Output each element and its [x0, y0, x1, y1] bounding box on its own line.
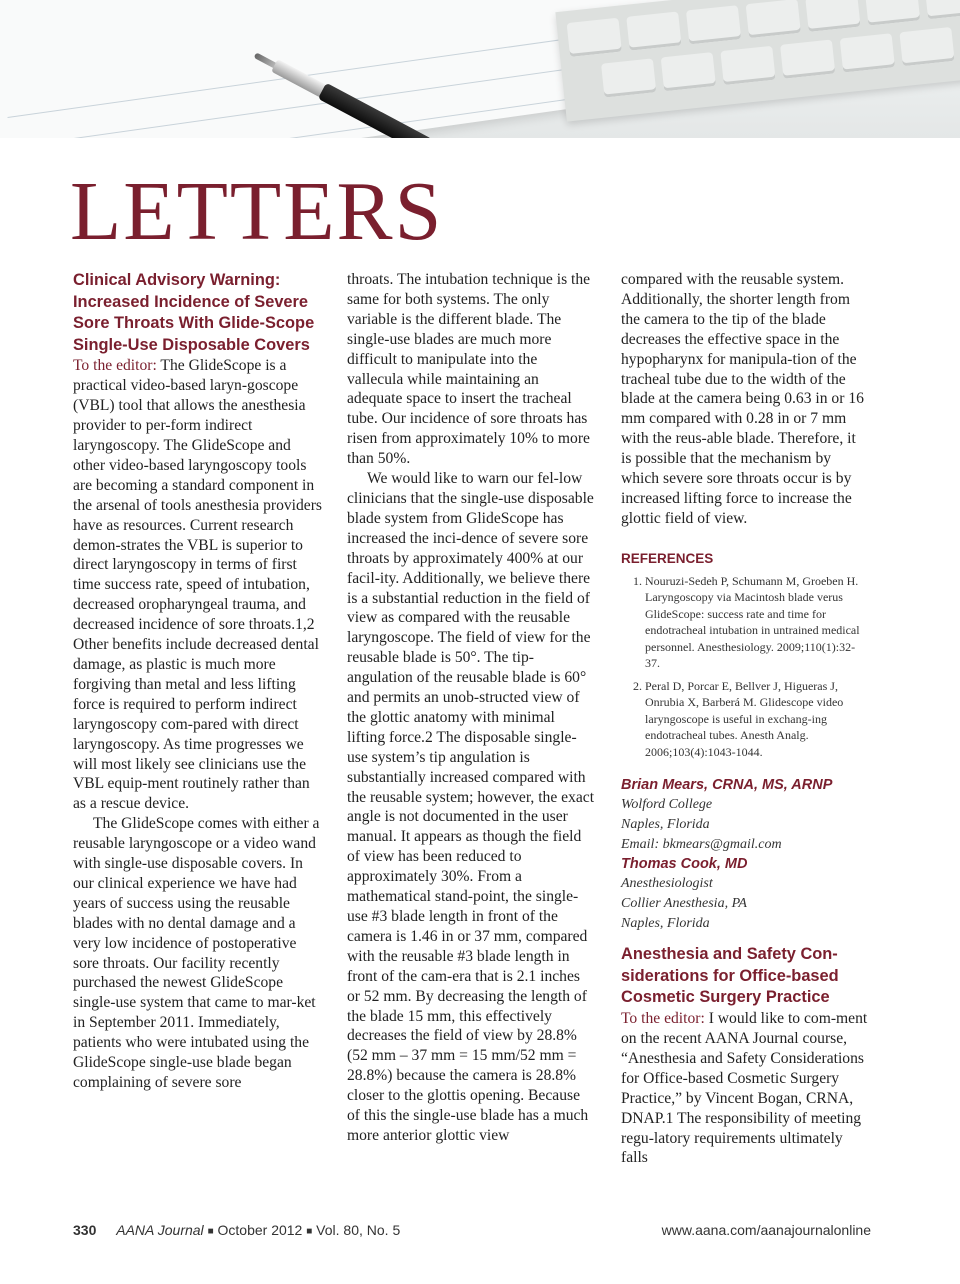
journal-name: AANA Journal: [116, 1222, 204, 1238]
letter1-text: The GlideScope is a practical video-based laryn-goscope (VBL) tool that allows the anesthesia provider to per-form indirect laryngoscopy. The GlideScope and other video-based laryngoscopy tools are becoming a standard component in the arsenal of tools anesthesia providers have as resources. Current research demon-strates the VBL is superior to direct laryngoscopy in terms of first time success rate, speed of intubation, decreased oropharyngeal trauma, and decreased incidence of sore throats.1,2 Other benefits include decreased dental damage, as plastic is much more forgiving than metal and less lifting force is required to perform indirect laryngoscopy com-pared with direct laryngoscopy. As time progresses we will most likely see clinicians use the VBL equip-ment routinely rather than as a rescue device.: [73, 357, 322, 813]
letter1-lead: To the editor:: [73, 357, 157, 375]
letter1-paragraph-3: throats. The intubation technique is the same for both systems. The only variable is the different blade. The single-use blades are much more difficult to manipulate into the vallecula while maintaining an adequate space to insert the tracheal tube. Our incidence of sore throats has risen from approximately 10% to more than 50%.: [347, 271, 591, 468]
signature-block: [621, 776, 869, 934]
header-photo: [0, 0, 960, 138]
separator-icon: ■: [306, 1226, 313, 1237]
letter2-text: I would like to com-ment on the recent AANA Journal course, “Anesthesia and Safety Considerations for Office-based Cosmetic Surgery Practice,” by Vincent Bogan, CRNA, DNAP.1 The responsibility of meeting regu-latory requirements ultimately falls: [621, 1010, 868, 1167]
reference-item: 2. Peral D, Porcar E, Bellver J, Higueras J, Onrubia X, Barberá M. Glidescope video laryngoscope is useful in exchang-ing endotracheal tubes. Anesth Analg. 2006;103(4):1043-1044.: [645, 678, 869, 761]
keyboard-image: [555, 0, 960, 122]
separator-icon: ■: [207, 1226, 214, 1237]
author-location: Naples, Florida: [621, 817, 710, 833]
letter1-paragraph-4: We would like to warn our fel-low clinicians that the single-use disposable blade system from GlideScope has increased the inci-dence of severe sore throats by approximately 400% at our facil-ity. Additionally, we believe there is a substantial reduction in the field of view as compared with the reusable laryngoscope. The field of view for the reusable blade is 50°. The tip-angulation of the reusable blade is 60° and permits an unob-structed view of the glottic anatomy with minimal lifting force.2 The disposable single-use system’s tip angulation is substantially increased compared with the reusable system; however, the exact angle is not documented in the user manual. It appears as though the field of view has been reduced to approximately 30%. From a mathematical stand-point, the single-use #3 blade length in front of the camera is 1.46 in or 37 mm, compared with the reusable #3 blade length in front of the cam-era that is 2.1 inches or 52 mm. By decreasing the length of the blade 15 mm, this effectively decreases the field of view by 28.8% (52 mm – 37 mm = 15 mm/52 mm = 28.8%) because the camera is 28.8% closer to the glottis opening. Because of this the single-use blade has a much more anterior glottic view: [347, 470, 595, 1144]
author-affiliation: Collier Anesthesia, PA: [621, 896, 747, 912]
author-location: Naples, Florida: [621, 916, 710, 932]
letter1-paragraph-2: The GlideScope comes with either a reusable laryngoscope or a video wand with single-use disposable covers. In our clinical experience we have had years of success using the reusable blades with no dental damage and a very low incidence of postoperative sore throats. Our facility recently purchased the newest GlideScope single-use system that came to mar-ket in September 2011. Immediately, patients who were intubated using the GlideScope single-use blade began complaining of severe sore: [73, 815, 320, 1091]
page-footer: [73, 1222, 871, 1238]
author-affiliation: Wolford College: [621, 797, 713, 813]
section-title: LETTERS: [70, 165, 444, 258]
letter2-title: Anesthesia and Safety Con-siderations for Office-based Cosmetic Surgery Practice: [621, 945, 839, 1007]
letter2-lead: To the editor:: [621, 1010, 705, 1028]
references-list: [621, 573, 869, 761]
volume: Vol. 80, No. 5: [316, 1222, 401, 1238]
author-name: Thomas Cook, MD: [621, 856, 748, 873]
author-email: Email: bkmears@gmail.com: [621, 837, 782, 853]
reference-item: 1. Nouruzi-Sedeh P, Schumann M, Groeben H. Laryngoscopy via Macintosh blade verus GlideScope: success rate and time for endotracheal intubation in untrained medical personnel. Anesthesiology. 2009;110(1):32-37.: [645, 573, 869, 672]
page-number: 330: [73, 1222, 97, 1238]
column-2: [347, 270, 595, 1146]
letter1-title: Clinical Advisory Warning: Increased Incidence of Severe Sore Throats With Glide-Scope Single-Use Disposable Covers: [73, 271, 315, 354]
column-1: [73, 270, 325, 1093]
letter1-paragraph-1: [73, 356, 325, 814]
column-3: [621, 270, 869, 1168]
journal-url[interactable]: www.aana.com/aanajournalonline: [661, 1222, 871, 1238]
letter1-paragraph-5: compared with the reusable system. Additionally, the shorter length from the camera to the tip of the blade decreases the effective space in the hypopharynx for manipula-tion of the tracheal tube due to the width of the blade at the camera being 0.63 in or 16 mm compared with 0.28 in or 7 mm with the reus-able blade. Therefore, it is possible that the mechanism by which severe sore throats occur is by increased lifting force to increase the glottic field of view.: [621, 271, 864, 527]
author-name: Brian Mears, CRNA, MS, ARNP: [621, 777, 833, 794]
letter2-paragraph: [621, 1009, 869, 1168]
references-title: REFERENCES: [621, 550, 714, 566]
issue-date: October 2012: [217, 1222, 303, 1238]
author-title: Anesthesiologist: [621, 876, 713, 892]
